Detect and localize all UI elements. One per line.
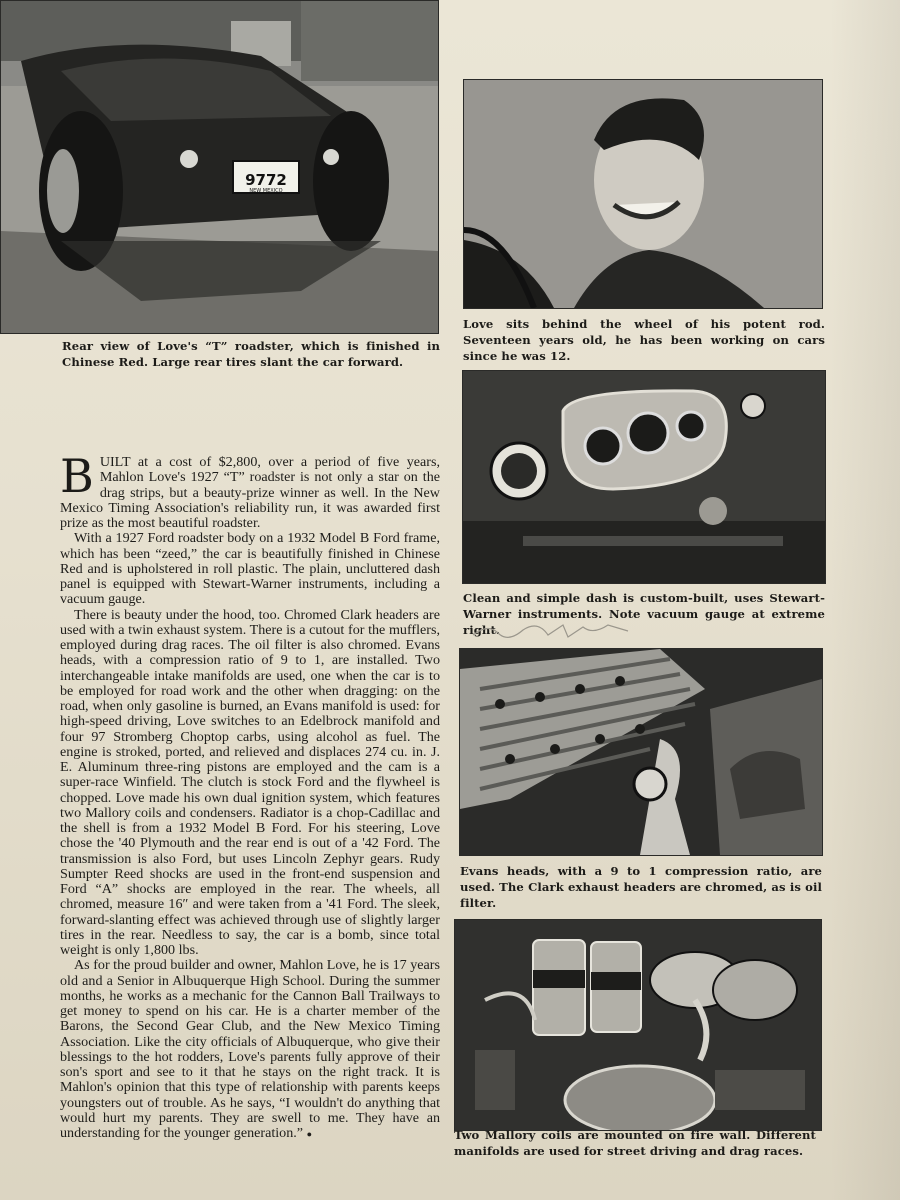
driver-portrait-photo [463,79,823,309]
roadster-rear-caption: Rear view of Love's “T” roadster, which is finished in Chinese Red. Large rear tires slant the car forward. [62,339,440,369]
article-paragraph-1 [60,449,440,531]
dash-panel-image [463,371,825,583]
engine-heads-caption: Evans heads, with a 9 to 1 compression ratio, are used. The Clark exhaust headers are chromed, as is oil filter. [460,864,822,910]
ignition-coils-caption: Two Mallory coils are mounted on fire wall. Different manifolds are used for street driving and drag races. [454,1128,816,1158]
roadster-rear-image [1,1,438,333]
roadster-rear-photo [0,0,439,334]
engine-heads-image [460,649,822,855]
article-body [60,449,440,1142]
article-paragraph-4-text: As for the proud builder and owner, Mahlon Love, he is 17 years old and a Senior in Albuquerque High School. During the summer months, he works as a mechanic for the Cannon Ball Trailways to get money to spend on his car. He is a charter member of the Barons, the Second Gear Club, and the New Mexico Timing Association. Like the city officials of Albuquerque, who give their blessings to the hot rodders, Love's parents fully approve of their son's sport and see to it that he stays on the right track. It is Mahlon's opinion that this type of relationship with parents keeps youngsters out of trouble. As he says, “I wouldn't do anything that would hurt my parents. They are swell to me. They have an understanding for the younger generation.” [60,957,440,1141]
license-plate-number: 9772 [245,171,287,189]
dash-panel-caption: Clean and simple dash is custom-built, uses Stewart-Warner instruments. Note vacuum gauge at extreme right. [463,591,825,637]
ignition-coils-photo [454,919,822,1131]
driver-portrait-image [464,80,822,308]
drop-cap: B [60,449,94,503]
article-paragraph-4 [60,958,440,1142]
dash-panel-photo [462,370,826,584]
article-paragraph-2: With a 1927 Ford roadster body on a 1932 Model B Ford frame, which has been “zeed,” the car is beautifully finished in Chinese Red and is upholstered in roll plastic. The plain, uncluttered dash panel is equipped with Stewart-Warner instruments, including a vacuum gauge. [60,530,440,608]
article-paragraph-1-text: UILT at a cost of $2,800, over a period of five years, Mahlon Love's 1927 “T” roadster is not only a star on the drag strips, but a beauty-prize winner as well. In the New Mexico Timing Association's reliability run, it was awarded first prize as the most beautiful roadster. [60,454,440,531]
article-paragraph-3: There is beauty under the hood, too. Chromed Clark headers are used with a twin exhaust system. There is a cutout for the mufflers, employed during drag races. The oil filter is also chromed. Evans heads, with a compression ratio of 9 to 1, are installed. Two interchangeable intake manifolds are used, one when the car is to be employed for road work and the other when dragging: on the road, when only gasoline is burned, an Evans manifold is used: for high-speed driving, Love switches to an Edelbrock manifold and four 97 Stromberg Choptop carbs, using alcohol as fuel. The engine is stroked, ported, and relieved and displaces 274 cu. in. J. E. Aluminum three-ring pistons are employed and the cam is a super-race Winfield. The clutch is stock Ford and the flywheel is chopped. Love made his own dual ignition system, which features two Mallory coils and condensers. Radiator is a chop-Cadillac and the shell is from a 1932 Model B Ford. For his steering, Love chose the '40 Plymouth and the rear end is out of a '42 Ford. The transmission is also Ford, but uses Lincoln Zephyr gears. Rudy Sumpter Reed shocks are used in the front-end suspension and Ford “A” shocks are employed in the rear. The wheels, all chromed, measure 16″ and were taken from a '41 Ford. The sleek, forward-slanting effect was achieved through use of slightly larger tires in the rear. Needless to say, the car is a bomb, since total weight is only 1,800 lbs. [60,606,440,958]
driver-portrait-caption: Love sits behind the wheel of his potent rod. Seventeen years old, he has been working on cars since he was 12. [463,317,825,363]
license-plate-state: NEW MEXICO [249,188,283,194]
end-mark-icon: ● [306,1129,313,1139]
pencil-scribble [468,615,638,645]
engine-heads-photo [459,648,823,856]
ignition-coils-image [455,920,821,1130]
page-edge-shadow [830,0,900,1200]
